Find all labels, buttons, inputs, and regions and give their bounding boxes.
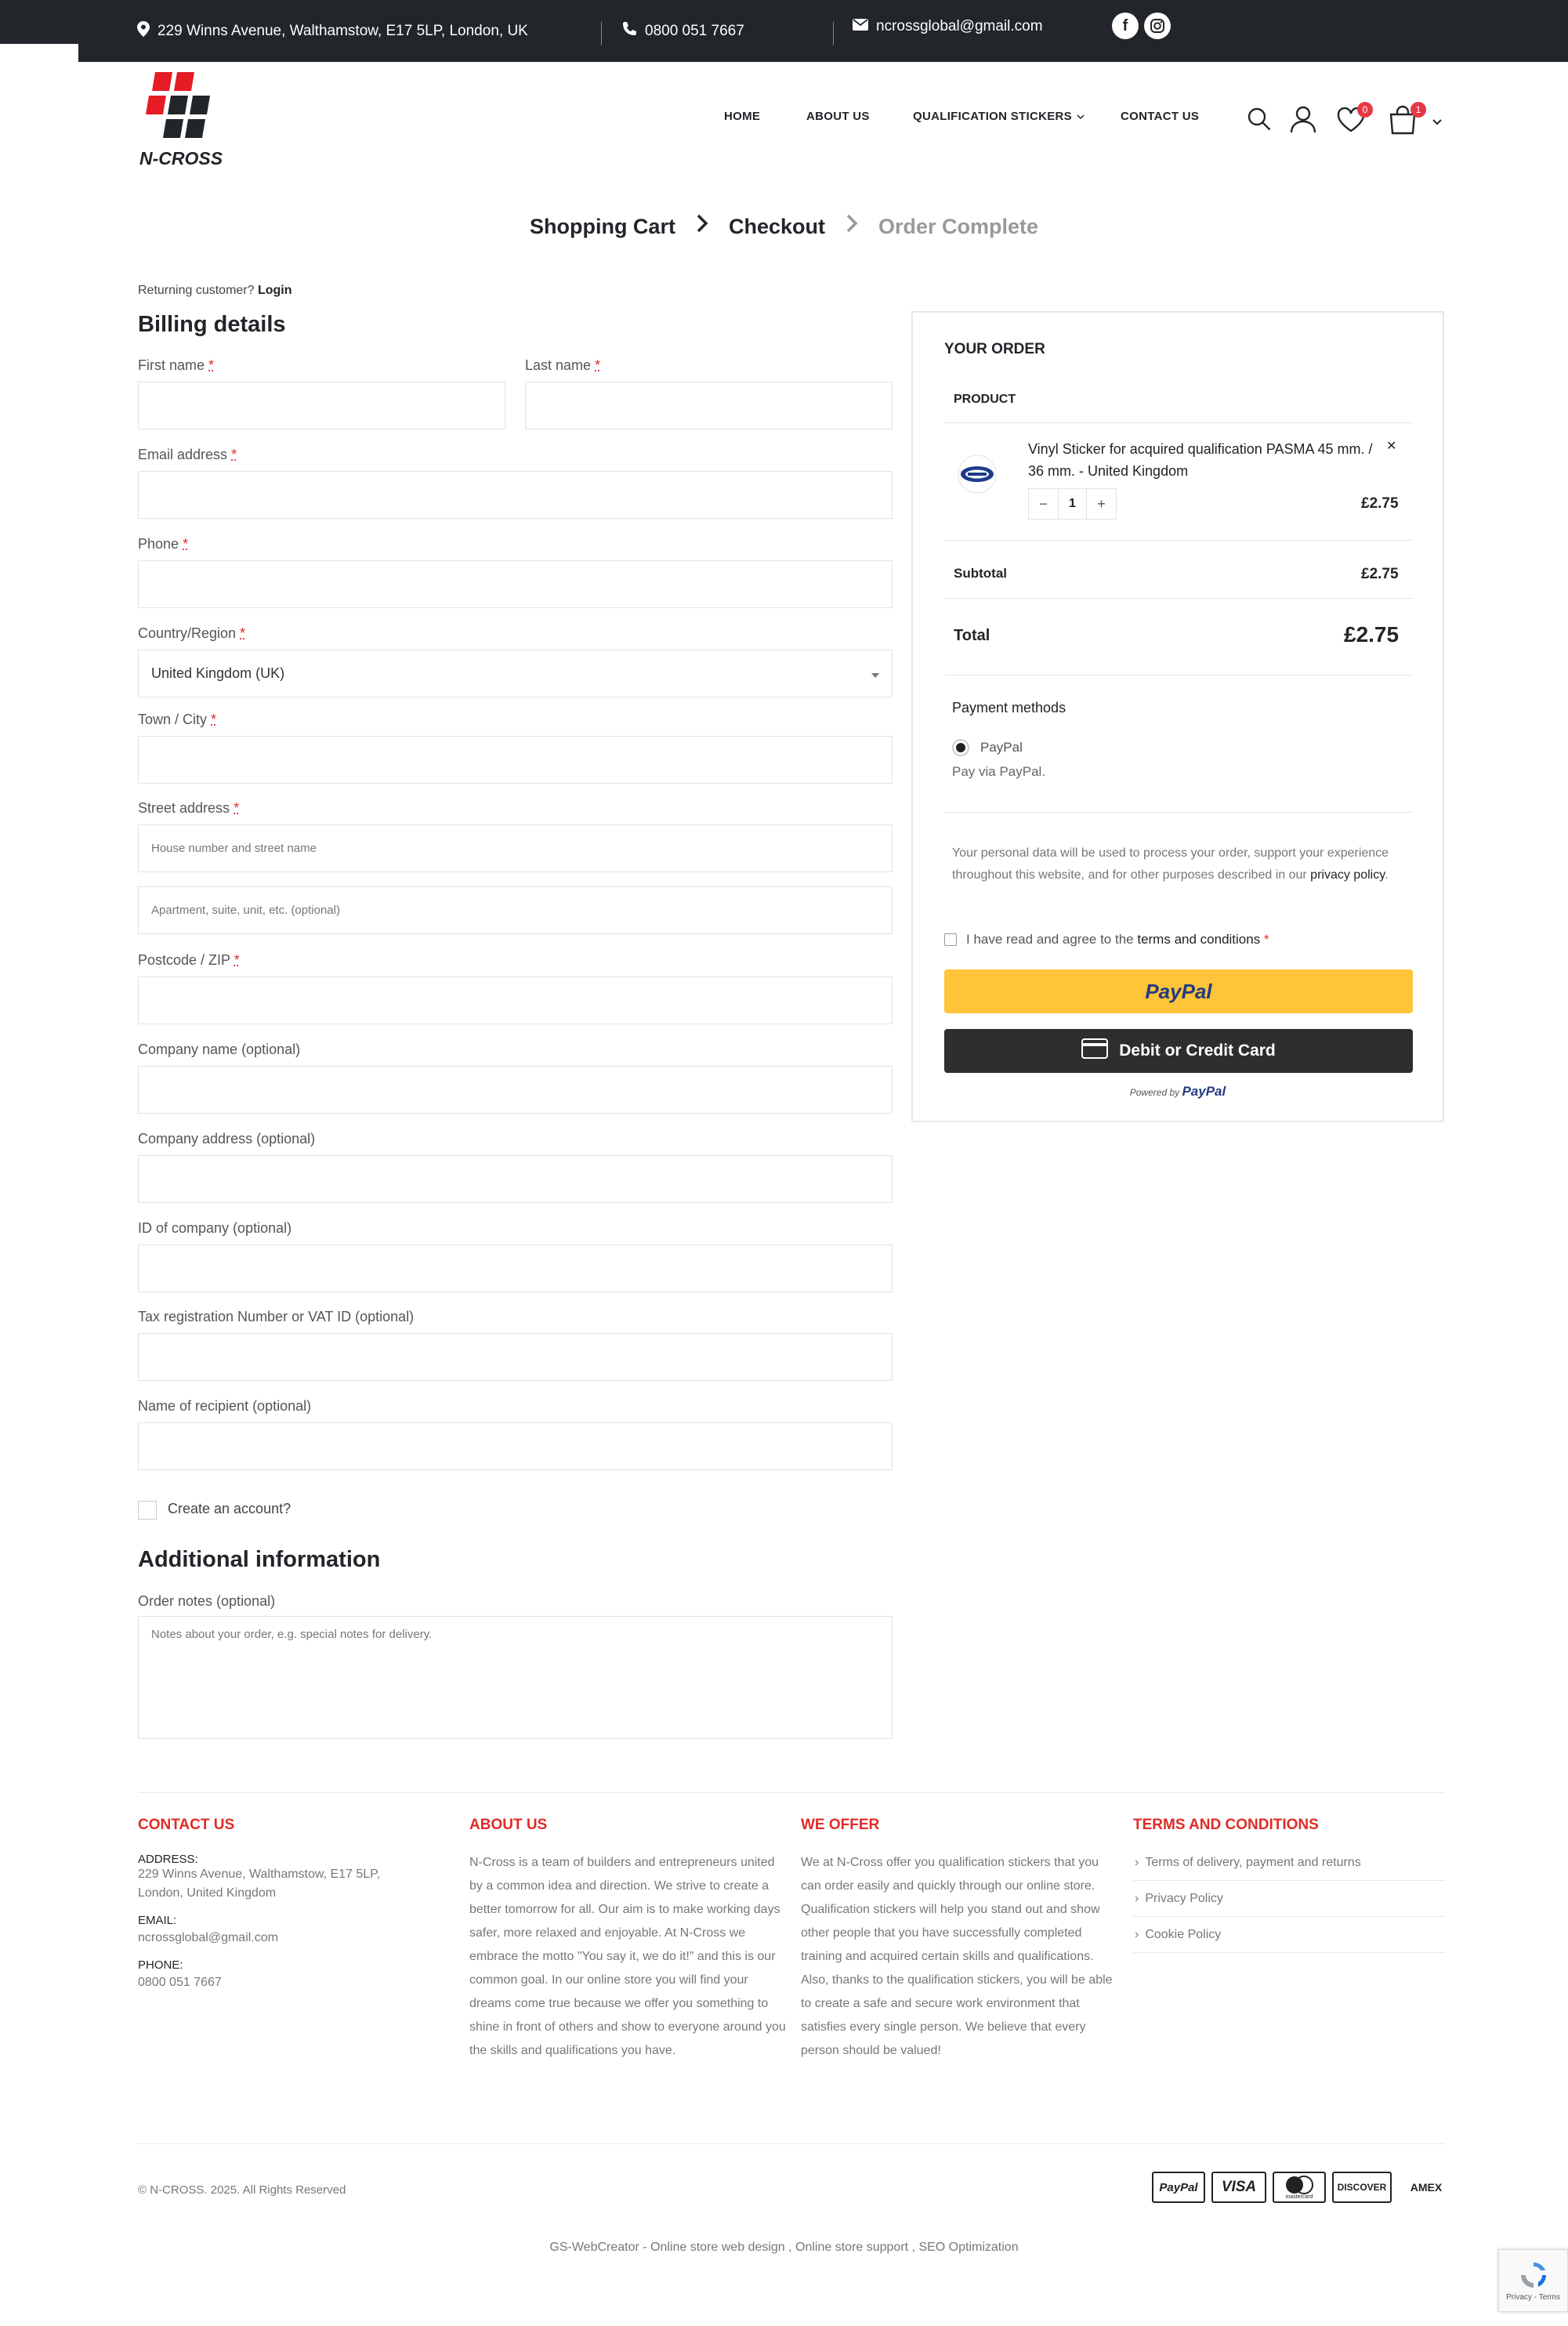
- powered-by-brand: PayPal: [1182, 1084, 1226, 1099]
- last-name-field[interactable]: [525, 382, 893, 429]
- order-notes-textarea[interactable]: Notes about your order, e.g. special notes for delivery.: [138, 1616, 893, 1739]
- credit-card-icon: [1081, 1038, 1108, 1063]
- nav-home[interactable]: HOME: [724, 110, 761, 123]
- product-header: PRODUCT: [954, 393, 1016, 406]
- user-icon[interactable]: [1289, 105, 1317, 137]
- envelope-icon: [853, 18, 868, 35]
- terms-checkbox[interactable]: [944, 933, 957, 946]
- facebook-icon[interactable]: f: [1112, 13, 1139, 39]
- nav-qualification-stickers[interactable]: [913, 110, 1085, 123]
- footer-divider: [138, 2143, 1445, 2144]
- amex-card-icon: AMEX: [1410, 2181, 1443, 2194]
- divider: [944, 675, 1413, 676]
- first-name-label-text: First name: [138, 357, 205, 373]
- required-mark: *: [211, 712, 217, 727]
- billing-title: Billing details: [138, 312, 286, 337]
- required-mark: *: [231, 447, 237, 462]
- search-icon[interactable]: [1247, 107, 1272, 136]
- required-mark: *: [240, 625, 246, 641]
- terms-link[interactable]: terms and conditions: [1137, 932, 1261, 947]
- debit-credit-card-button[interactable]: [944, 1029, 1413, 1073]
- vat-label: Tax registration Number or VAT ID (optional): [138, 1309, 415, 1324]
- map-pin-icon: [137, 21, 150, 42]
- company-name-label: Company name (optional): [138, 1042, 301, 1057]
- product-thumbnail: [957, 454, 998, 495]
- paypal-description: Pay via PayPal.: [952, 764, 1046, 779]
- paypal-button[interactable]: [944, 969, 1413, 1013]
- divider: [944, 422, 1413, 423]
- topbar-address: [137, 0, 528, 62]
- phone-label-text: Phone: [138, 536, 179, 552]
- divider: [944, 812, 1413, 813]
- payment-methods-title: Payment methods: [952, 700, 1066, 716]
- recaptcha-text[interactable]: Privacy - Terms: [1506, 2293, 1560, 2302]
- footer-about-text: N-Cross is a team of builders and entrepreneurs united by a common idea and direction. We strive to create a better tomorrow for all. Our aim is to make working days safer, more relaxed and enjoyable. At N-Cross we embrace the motto "You say it, we do it!" and this is our common goal. In our online store you will find your dreams come true because we offer you something to shine in front of others and show to everyone around you the skills and qualifications you have.: [469, 1856, 786, 2057]
- order-summary-panel: [911, 311, 1444, 1122]
- remove-item-icon[interactable]: ✕: [1386, 440, 1397, 453]
- required-mark: *: [183, 536, 189, 552]
- topbar-phone[interactable]: [621, 0, 744, 62]
- company-address-label: Company address (optional): [138, 1131, 316, 1147]
- plus-icon[interactable]: +: [1097, 495, 1106, 512]
- footer-link-cookie[interactable]: [1133, 1917, 1445, 1953]
- total-value: £2.75: [1344, 622, 1400, 647]
- instagram-icon[interactable]: [1144, 13, 1171, 39]
- footer-link-privacy[interactable]: [1133, 1881, 1445, 1917]
- street-label: [138, 800, 239, 817]
- line-price: £2.75: [1361, 495, 1399, 512]
- email-label: [138, 447, 237, 463]
- last-name-label: [525, 357, 600, 374]
- town-field[interactable]: [138, 736, 893, 784]
- postcode-label: [138, 952, 240, 969]
- card-button-label: Debit or Credit Card: [1119, 1042, 1276, 1060]
- recaptcha-badge[interactable]: [1498, 2249, 1568, 2312]
- terms-text: I have read and agree to the: [966, 932, 1134, 947]
- footer-link-cookie-text: Cookie Policy: [1145, 1927, 1222, 1941]
- footer-link-delivery-text: Terms of delivery, payment and returns: [1145, 1855, 1361, 1869]
- topbar-corner: [0, 0, 78, 44]
- copyright: © N-CROSS. 2025. All Rights Reserved: [138, 2183, 346, 2197]
- street-address-field[interactable]: House number and street name: [138, 824, 893, 872]
- terms-label: [966, 932, 1269, 947]
- chevron-right-icon: ›: [1135, 1855, 1139, 1869]
- mastercard-label: mastercard: [1285, 2194, 1313, 2200]
- quantity-stepper[interactable]: [1028, 488, 1117, 520]
- footer-offer-title: WE OFFER: [801, 1817, 880, 1833]
- topbar-phone-text: 0800 051 7667: [645, 22, 744, 39]
- quantity-value[interactable]: 1: [1058, 489, 1087, 519]
- topbar-email[interactable]: [853, 0, 1043, 57]
- required-mark: *: [595, 357, 601, 373]
- footer-link-privacy-text: Privacy Policy: [1145, 1891, 1223, 1905]
- logo[interactable]: [138, 69, 240, 171]
- step-checkout: Checkout: [728, 214, 825, 238]
- paypal-button-label: PayPal: [1145, 979, 1212, 1003]
- phone-field[interactable]: [138, 560, 893, 608]
- street-address-2-field[interactable]: Apartment, suite, unit, etc. (optional): [138, 886, 893, 934]
- country-select[interactable]: [138, 650, 893, 697]
- cart-count-badge: 1: [1410, 102, 1426, 118]
- company-id-label: ID of company (optional): [138, 1220, 292, 1236]
- chevron-down-icon: [1077, 110, 1085, 123]
- country-select-value: United Kingdom (UK): [151, 665, 285, 681]
- footer-email-label: EMAIL:: [138, 1914, 177, 1927]
- caret-down-icon: [871, 665, 879, 682]
- footer-offer-text: We at N-Cross offer you qualification stickers that you can order easily and quickly through our online store. Qualification stickers will help you stand out and show other people that you have successfully completed training and acquired certain skills and qualifications. Also, thanks to the qualification stickers, you will be able to create a safe and secure work environment that satisfies every single person. We believe that every person should be valued!: [801, 1856, 1113, 2057]
- chevron-right-icon: ›: [1135, 1927, 1139, 1941]
- company-id-field[interactable]: [138, 1245, 893, 1292]
- first-name-field[interactable]: [138, 382, 505, 429]
- checkout-steps: [0, 213, 1568, 240]
- vat-field[interactable]: [138, 1333, 893, 1381]
- powered-by-text: Powered by: [1129, 1087, 1180, 1098]
- powered-by-paypal: [913, 1084, 1443, 1100]
- country-label: [138, 625, 245, 642]
- create-account-checkbox[interactable]: [138, 1501, 157, 1520]
- privacy-policy-link[interactable]: privacy policy: [1310, 868, 1385, 882]
- paypal-card-icon: PayPal: [1152, 2172, 1205, 2203]
- nav-qualification-label: QUALIFICATION STICKERS: [913, 110, 1072, 123]
- chevron-right-icon: [696, 213, 708, 240]
- nav-about[interactable]: ABOUT US: [806, 110, 870, 123]
- chevron-right-icon: ›: [1135, 1891, 1139, 1905]
- footer-phone-label: PHONE:: [138, 1958, 183, 1972]
- required-mark: *: [234, 800, 240, 816]
- divider: [944, 598, 1413, 599]
- topbar-divider: [601, 22, 602, 45]
- country-label-text: Country/Region: [138, 625, 237, 641]
- topbar-divider: [833, 22, 834, 45]
- email-field[interactable]: [138, 471, 893, 519]
- paypal-option-label[interactable]: PayPal: [980, 740, 1023, 755]
- topbar-email-text: ncrossglobal@gmail.com: [876, 17, 1043, 34]
- subtotal-value: £2.75: [1361, 566, 1399, 582]
- footer-address-label: ADDRESS:: [138, 1853, 198, 1866]
- topbar: [78, 0, 1568, 62]
- divider: [944, 540, 1413, 541]
- order-notes-label: Order notes (optional): [138, 1593, 276, 1609]
- postcode-field[interactable]: [138, 976, 893, 1024]
- logo-text: N-CROSS: [139, 148, 223, 168]
- discover-card-icon: DISCOVER: [1332, 2172, 1392, 2203]
- footer-credits[interactable]: GS-WebCreator - Online store web design , Online store support , SEO Optimization: [549, 2241, 1019, 2254]
- nav-contact[interactable]: CONTACT US: [1121, 110, 1200, 123]
- visa-card-icon: VISA: [1211, 2172, 1266, 2203]
- step-shopping-cart[interactable]: Shopping Cart: [529, 214, 675, 238]
- company-name-field[interactable]: [138, 1066, 893, 1114]
- last-name-label-text: Last name: [525, 357, 592, 373]
- topbar-address-text: 229 Winns Avenue, Walthamstow, E17 5LP, London, UK: [158, 22, 528, 39]
- recipient-field[interactable]: [138, 1422, 893, 1470]
- step-order-complete: Order Complete: [878, 214, 1039, 238]
- required-mark: *: [1263, 932, 1269, 947]
- company-address-field[interactable]: [138, 1155, 893, 1203]
- recaptcha-icon: [1518, 2259, 1549, 2293]
- town-label-text: Town / City: [138, 712, 208, 727]
- mastercard-icon: [1273, 2172, 1326, 2203]
- minus-icon[interactable]: −: [1039, 495, 1048, 512]
- email-label-text: Email address: [138, 447, 228, 462]
- chevron-right-icon: [846, 213, 858, 240]
- phone-label: [138, 536, 188, 553]
- footer-about-title: ABOUT US: [469, 1817, 548, 1833]
- privacy-notice-text: Your personal data will be used to process your order, support your experience throughout this website, and for other purposes described in our: [952, 846, 1389, 882]
- footer-address: 229 Winns Avenue, Walthamstow, E17 5LP, London, United Kingdom: [138, 1868, 381, 1900]
- additional-info-title: Additional information: [138, 1547, 381, 1572]
- recipient-label: Name of recipient (optional): [138, 1398, 312, 1414]
- returning-customer-text: Returning customer?: [138, 284, 255, 297]
- first-name-label: [138, 357, 214, 374]
- paypal-radio[interactable]: [952, 739, 969, 756]
- footer-divider: [138, 1792, 1445, 1793]
- footer-link-delivery[interactable]: [1133, 1845, 1445, 1881]
- total-label: Total: [954, 627, 990, 644]
- postcode-label-text: Postcode / ZIP: [138, 952, 230, 968]
- required-mark: *: [234, 952, 240, 968]
- footer-contact-title: CONTACT US: [138, 1817, 235, 1833]
- required-mark: *: [208, 357, 215, 373]
- order-title: YOUR ORDER: [944, 341, 1045, 357]
- town-label: [138, 712, 216, 728]
- footer-email[interactable]: ncrossglobal@gmail.com: [138, 1931, 278, 1944]
- cart-chevron-down-icon[interactable]: [1432, 116, 1443, 130]
- street-label-text: Street address: [138, 800, 230, 816]
- returning-customer: [138, 284, 292, 298]
- login-link[interactable]: Login: [257, 284, 292, 297]
- footer-terms-title: TERMS AND CONDITIONS: [1133, 1817, 1319, 1833]
- product-name[interactable]: Vinyl Sticker for acquired qualification PASMA 45 mm. / 36 mm. - United Kingdom: [1028, 441, 1373, 479]
- create-account-label: Create an account?: [168, 1501, 292, 1516]
- phone-icon: [621, 21, 637, 42]
- footer-phone[interactable]: 0800 051 7667: [138, 1976, 222, 1989]
- wishlist-count-badge: 0: [1357, 102, 1373, 118]
- privacy-notice: Your personal data will be used to process your order, support your experience throughout this website, and for other purposes described in our privacy policy.: [952, 846, 1389, 882]
- subtotal-label: Subtotal: [954, 566, 1007, 581]
